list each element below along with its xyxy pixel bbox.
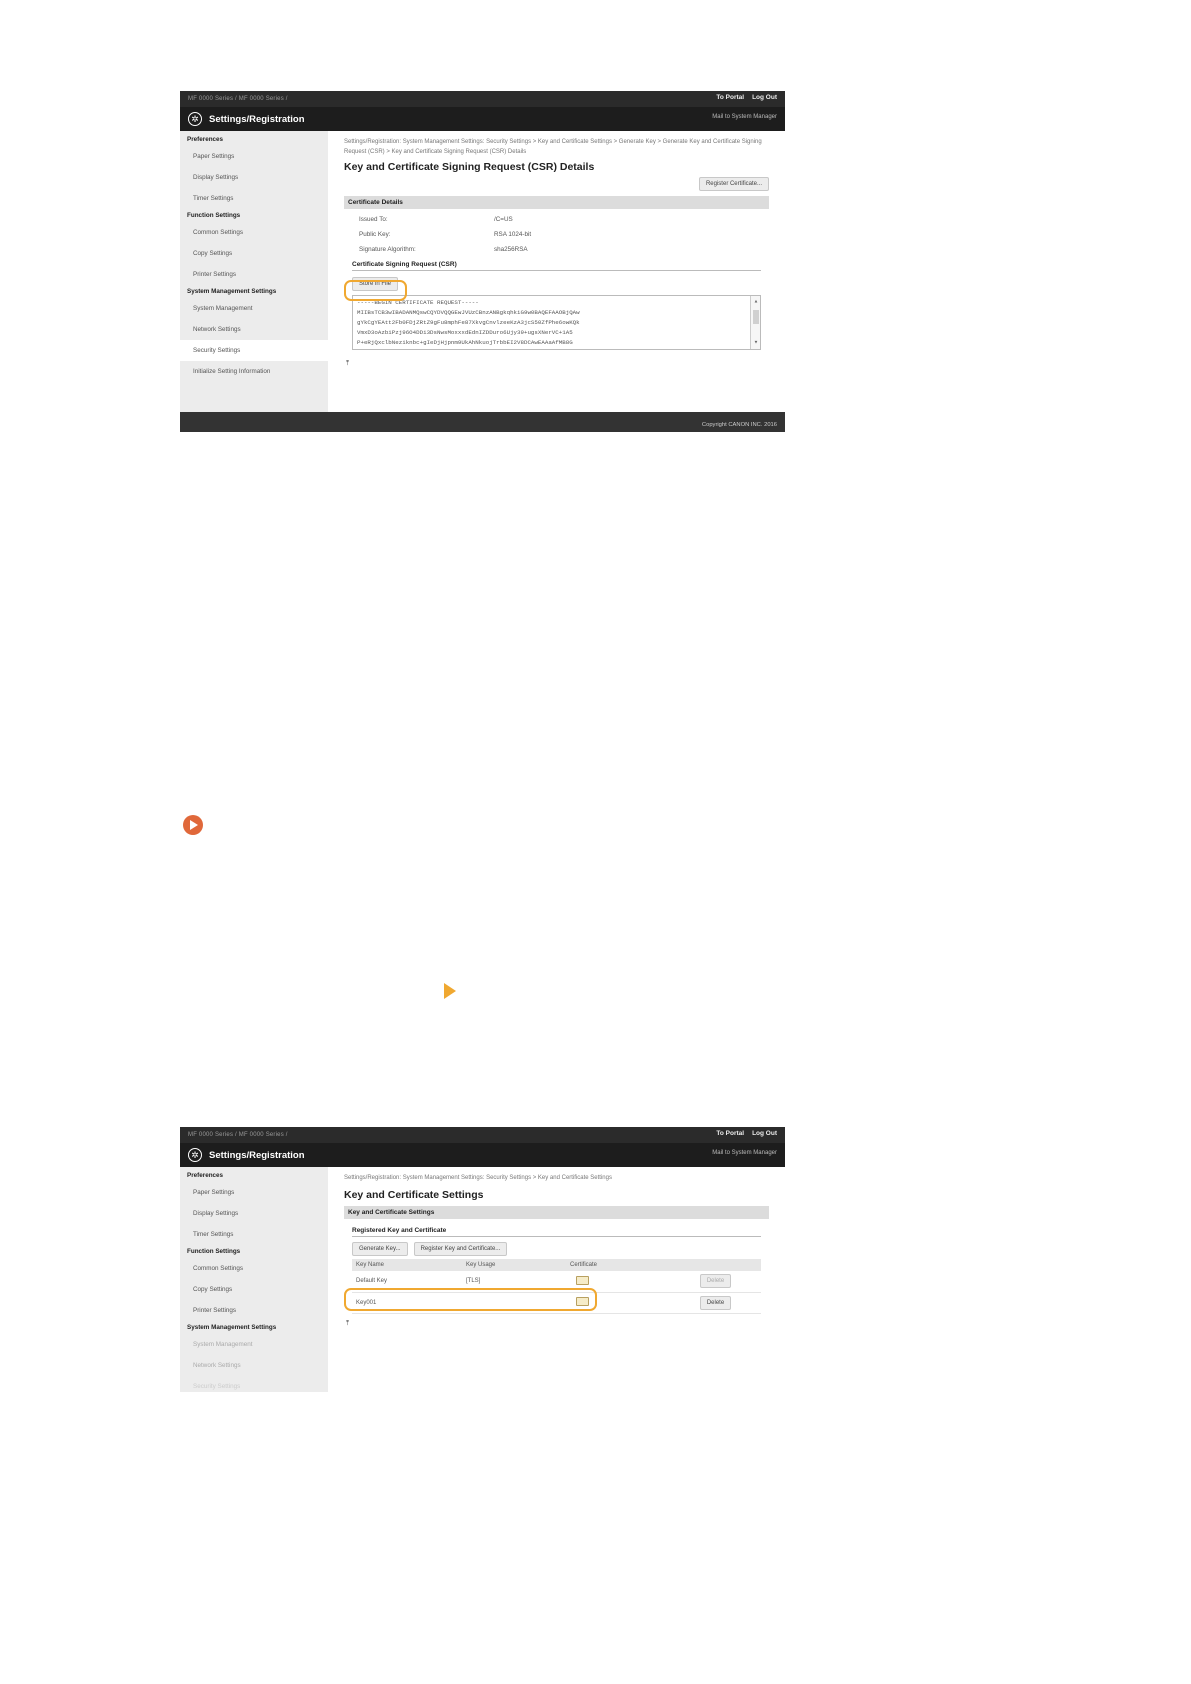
sidebar [180,131,328,412]
sidebar-item-network-settings[interactable]: Network Settings [193,1362,241,1369]
register-certificate-button[interactable]: Register Certificate... [699,177,769,191]
registered-key-heading: Registered Key and Certificate [352,1225,761,1237]
col-key-name: Key Name [352,1259,462,1271]
key-name-link[interactable]: Default Key [352,1271,462,1292]
key-name-link[interactable]: Key001 [352,1292,462,1313]
footer [180,412,785,432]
app-title: Settings/Registration [209,1149,305,1161]
store-in-file-button[interactable]: Store in File [352,277,398,291]
key-usage-value: [TLS] [462,1271,566,1292]
public-key-label: Public Key: [359,231,391,238]
table-header-row [352,1259,761,1271]
csr-line: VmxD3oAzbiPzj96O4DDi3DsNwsMoxxxdEdnIZDDuro6Ujy39+ugsXNerVC+1A5 [357,329,573,336]
sidebar-item-system-management[interactable]: System Management [193,305,253,312]
sidebar-heading-system: System Management Settings [187,1324,277,1331]
settings-gear-icon: ✲ [188,112,202,126]
csr-line: P+eRjQxclbNeziknbc+gIeDjHjpnm9UkAhNkuojTrbbEI2V8DCAwEAAaAfMB8G [357,339,573,346]
sidebar-item-printer-settings[interactable]: Printer Settings [193,1307,237,1314]
back-to-top-icon[interactable]: ⤒ [346,360,350,367]
page-title: Key and Certificate Signing Request (CSR) Details [344,161,595,173]
store-in-file-highlight [344,280,407,301]
key-certificate-section-header: Key and Certificate Settings [344,1206,769,1219]
public-key-value: RSA 1024-bit [494,231,532,238]
top-bar [180,1127,785,1143]
main-content [328,1167,785,1392]
sidebar-item-paper-settings[interactable]: Paper Settings [193,153,235,160]
page-title: Key and Certificate Settings [344,1189,484,1201]
csr-scrollbar[interactable] [750,296,760,349]
delete-button[interactable]: Delete [700,1296,731,1310]
sidebar-item-security-settings[interactable]: Security Settings [193,1383,241,1390]
sidebar [180,1167,328,1392]
sidebar-item-copy-settings[interactable]: Copy Settings [193,1286,233,1293]
sidebar-item-system-management[interactable]: System Management [193,1341,253,1348]
sidebar-item-initialize[interactable]: Initialize Setting Information [193,368,271,375]
sidebar-item-common-settings[interactable]: Common Settings [193,1265,244,1272]
sidebar-item-timer-settings[interactable]: Timer Settings [193,1231,234,1238]
sidebar-item-display-settings[interactable]: Display Settings [193,174,239,181]
sidebar-item-network-settings[interactable]: Network Settings [193,326,241,333]
to-portal-link[interactable]: To Portal [716,94,745,101]
log-out-link[interactable]: Log Out [752,94,777,101]
scroll-thumb[interactable] [753,310,759,324]
csr-line: -----BEGIN CERTIFICATE REQUEST----- [357,299,479,306]
key001-highlight [344,1288,597,1311]
sidebar-item-common-settings[interactable]: Common Settings [193,229,244,236]
sidebar-heading-preferences: Preferences [187,136,224,143]
csr-line: gYkCgYEAtt2Fb0FDjZRtZ9gFu8mphFe87XkvgCnvlzeeKzA3jcS50ZfPhe6owKQk [357,319,580,326]
sidebar-heading-system: System Management Settings [187,288,277,295]
sidebar-item-display-settings[interactable]: Display Settings [193,1210,239,1217]
sidebar-item-paper-settings[interactable]: Paper Settings [193,1189,235,1196]
device-model: MF 0000 Series / MF 0000 Series / [188,1132,288,1138]
step-arrow-icon [444,983,456,999]
delete-button-disabled: Delete [700,1274,731,1288]
csr-details-screenshot [180,91,785,432]
sidebar-heading-preferences: Preferences [187,1172,224,1179]
to-portal-link[interactable]: To Portal [716,1130,745,1137]
key-certificate-settings-screenshot [180,1127,785,1392]
link-arrow-icon [183,815,203,835]
col-key-usage: Key Usage [462,1259,566,1271]
mail-to-manager-link[interactable]: Mail to System Manager [712,114,777,120]
top-bar [180,91,785,107]
sidebar-item-printer-settings[interactable]: Printer Settings [193,271,237,278]
copyright: Copyright CANON INC. 2016 [701,422,777,428]
sidebar-item-timer-settings[interactable]: Timer Settings [193,195,234,202]
csr-text-area[interactable] [352,295,761,350]
log-out-link[interactable]: Log Out [752,1130,777,1137]
scroll-up-icon[interactable]: ▴ [753,298,759,306]
settings-gear-icon: ✲ [188,1148,202,1162]
main-content [328,131,785,412]
sidebar-heading-function: Function Settings [187,212,241,219]
breadcrumb: Settings/Registration: System Management Settings: Security Settings > Key and Certificate Settings > Generate Key > Generate Key and Certificate Signing Request (CSR) > Key and Certificate Signing Request (CSR) Details [344,139,762,155]
issued-to-value: /C=US [494,216,513,223]
breadcrumb: Settings/Registration: System Management Settings: Security Settings > Key and Certificate Settings [344,1175,612,1181]
signature-algorithm-value: sha256RSA [494,246,528,253]
device-model: MF 0000 Series / MF 0000 Series / [188,96,288,102]
back-to-top-icon[interactable]: ⤒ [346,1319,350,1327]
certificate-details-header: Certificate Details [344,196,769,209]
title-bar [180,107,785,131]
col-certificate: Certificate [566,1259,670,1271]
title-bar [180,1143,785,1167]
sidebar-item-copy-settings[interactable]: Copy Settings [193,250,233,257]
col-action [670,1259,761,1271]
signature-algorithm-label: Signature Algorithm: [359,246,416,253]
app-title: Settings/Registration [209,113,305,125]
mail-to-manager-link[interactable]: Mail to System Manager [712,1150,777,1156]
register-key-certificate-button[interactable]: Register Key and Certificate... [414,1242,508,1256]
issued-to-label: Issued To: [359,216,388,223]
csr-heading: Certificate Signing Request (CSR) [352,259,761,271]
certificate-icon[interactable] [576,1276,589,1285]
sidebar-heading-function: Function Settings [187,1248,241,1255]
generate-key-button[interactable]: Generate Key... [352,1242,408,1256]
scroll-down-icon[interactable]: ▾ [753,339,759,347]
sidebar-item-security-settings[interactable]: Security Settings [180,340,328,361]
csr-line: MIIBsTCB3wIBADANMQswCQYDVQQGEwJVUzCBnzANBgkqhkiG9w0BAQEFAAOBjQAw [357,309,580,316]
